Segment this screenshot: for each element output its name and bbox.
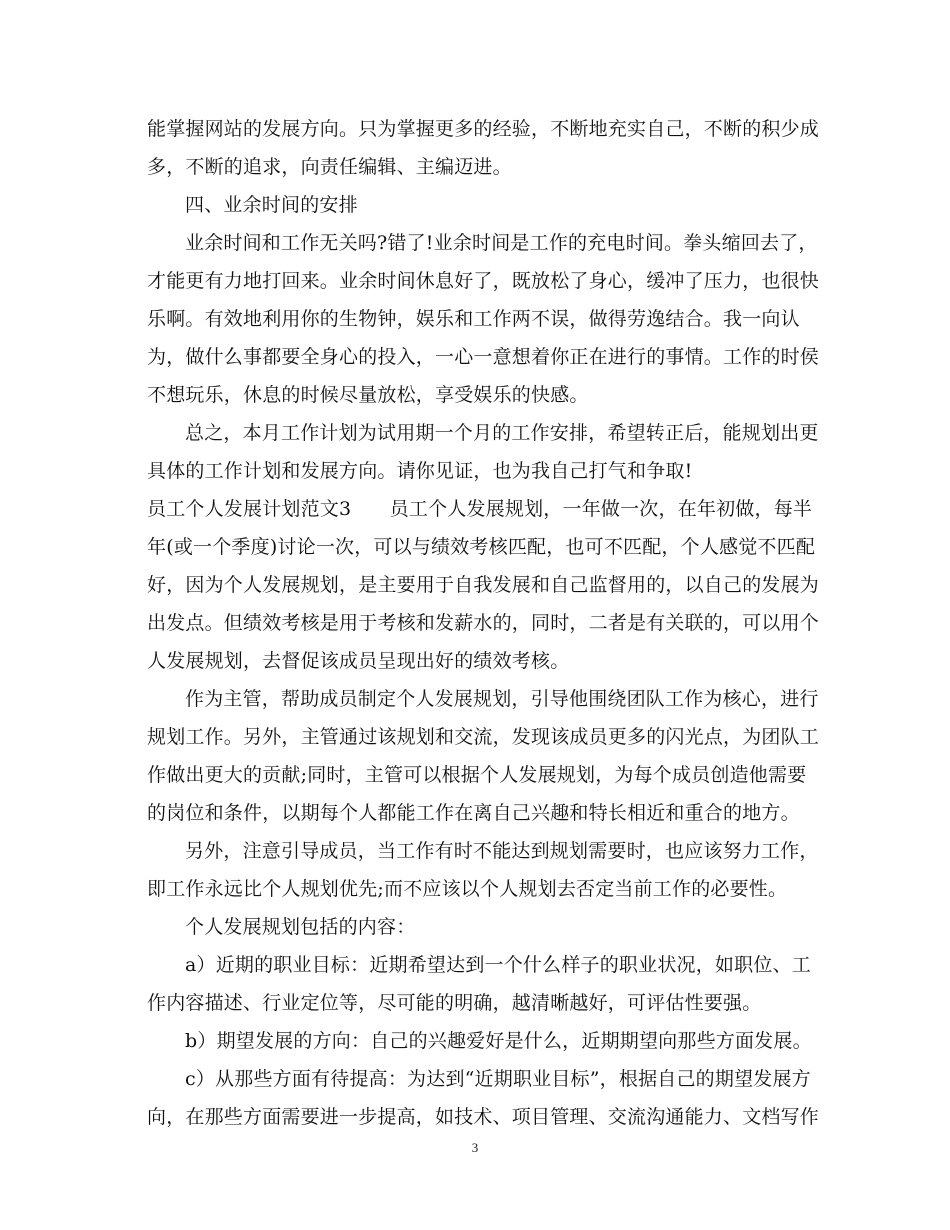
text-line: 为，做什么事都要全身心的投入，一心一意想着你正在进行的事情。工作的时侯 (147, 346, 820, 368)
text-line: 总之，本月工作计划为试用期一个月的工作安排，希望转正后，能规划出更 (185, 422, 819, 444)
text-line: 另外，注意引导成员，当工作有时不能达到规划需要时，也应该努力工作， (185, 840, 819, 862)
text-line: 多，不断的追求，向责任编辑、主编迈进。 (147, 156, 512, 178)
text-line: 员工个人发展计划范文3 员工个人发展规划，一年做一次，在年初做，每半 (147, 498, 813, 520)
section-heading: 四、业余时间的安排 (185, 194, 358, 216)
text-line: 作为主管，帮助成员制定个人发展规划，引导他围绕团队工作为核心，进行 (185, 688, 819, 710)
text-line: 能掌握网站的发展方向。只为掌握更多的经验，不断地充实自己，不断的积少成 (147, 118, 820, 140)
text-line: 人发展规划，去督促该成员呈现出好的绩效考核。 (147, 650, 570, 672)
list-item-b: b）期望发展的方向：自己的兴趣爱好是什么，近期期望向那些方面发展。 (185, 1030, 812, 1052)
list-item-c: c）从那些方面有待提高：为达到“近期职业目标”，根据自己的期望发展方 (185, 1068, 811, 1090)
text-line: 不想玩乐，休息的时候尽量放松，享受娱乐的快感。 (147, 384, 589, 406)
text-line: 出发点。但绩效考核是用于考核和发薪水的，同时，二者是有关联的，可以用个 (147, 612, 820, 634)
text-line: 规划工作。另外，主管通过该规划和交流，发现该成员更多的闪光点，为团队工 (147, 726, 820, 748)
text-line: 作内容描述、行业定位等，尽可能的明确，越清晰越好，可评估性要强。 (147, 992, 762, 1014)
text-line: 个人发展规划包括的内容： (185, 916, 416, 938)
text-line: 具体的工作计划和发展方向。请你见证，也为我自己打气和争取! (147, 460, 693, 482)
text-line: 的岗位和条件，以期每个人都能工作在离自己兴趣和特长相近和重合的地方。 (147, 802, 800, 824)
page-number: 3 (471, 1140, 479, 1155)
text-line: 即工作永远比个人规划优先;而不应该以个人规划去否定当前工作的必要性。 (147, 878, 788, 900)
text-line: 业余时间和工作无关吗?错了!业余时间是工作的充电时间。拳头缩回去了， (185, 232, 818, 254)
text-line: 好，因为个人发展规划，是主要用于自我发展和自己监督用的，以自己的发展为 (147, 574, 820, 596)
list-item-a: a）近期的职业目标：近期希望达到一个什么样子的职业状况，如职位、工 (185, 954, 811, 976)
text-line: 年(或一个季度)讨论一次，可以与绩效考核匹配，也可不匹配，个人感觉不匹配 (147, 536, 816, 558)
text-line: 向，在那些方面需要进一步提高，如技术、项目管理、交流沟通能力、文档写作 (147, 1106, 820, 1128)
text-line: 作做出更大的贡献;同时，主管可以根据个人发展规划，为每个成员创造他需要 (147, 764, 807, 786)
text-line: 才能更有力地打回来。业余时间休息好了，既放松了身心，缓冲了压力，也很快 (147, 270, 820, 292)
text-line: 乐啊。有效地利用你的生物钟，娱乐和工作两不误，做得劳逸结合。我一向认 (147, 308, 800, 330)
